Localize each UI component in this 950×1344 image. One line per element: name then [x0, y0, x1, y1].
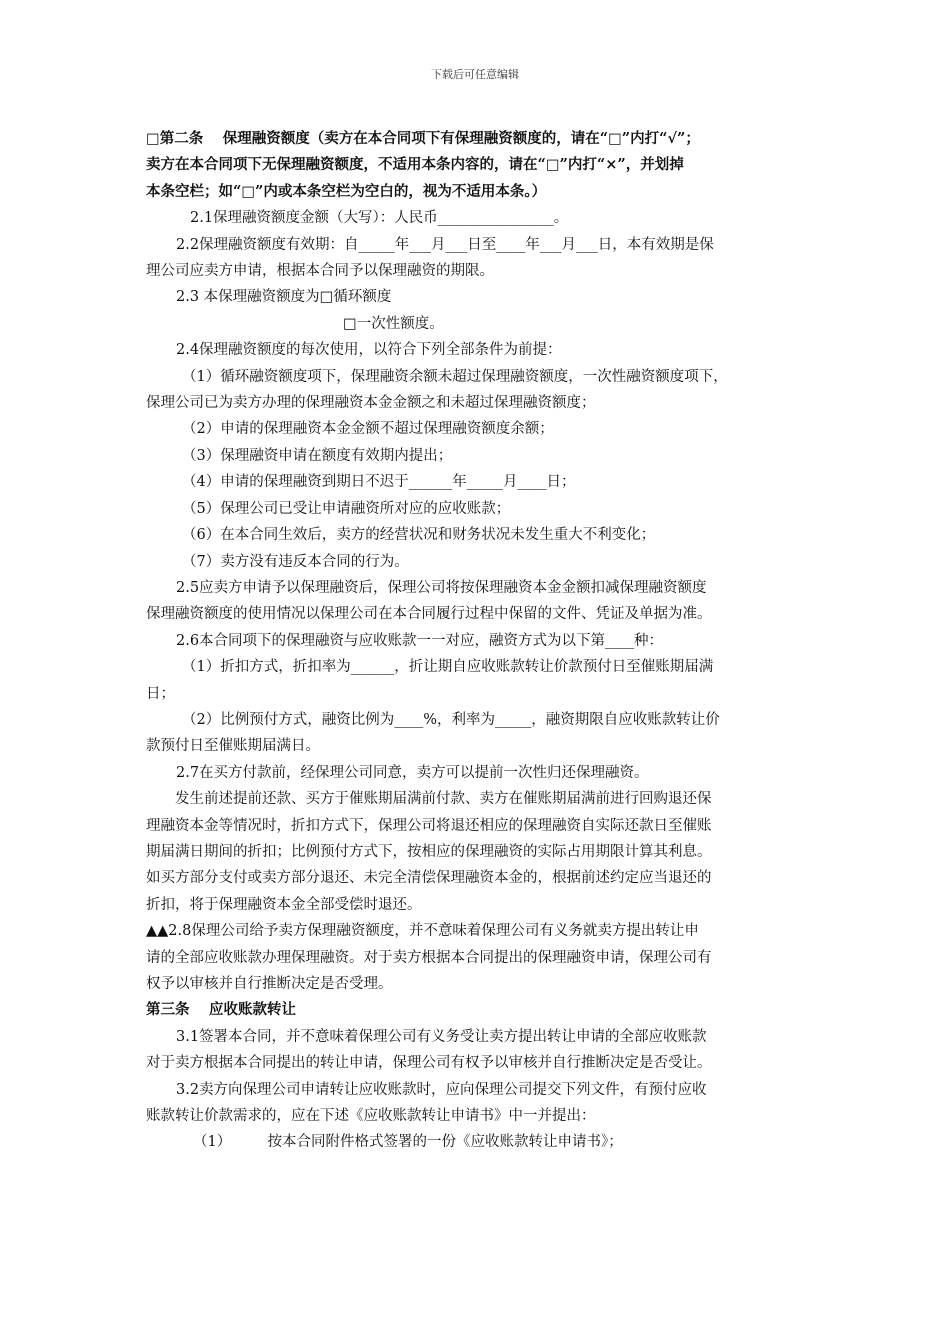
condition-6: （6）在本合同生效后，卖方的经营状况和财务状况未发生重大不利变化； — [182, 527, 656, 544]
clause-2-2-cont: 理公司应卖方申请，根据本合同予以保理融资的期限。 — [146, 263, 494, 280]
condition-5: （5）保理公司已受让申请融资所对应的应收账款； — [182, 500, 511, 517]
clause-3-1: 3.1签署本合同，并不意味着保理公司有义务受让卖方提出转让申请的全部应收账款 — [176, 1028, 707, 1045]
clause-2-4: 2.4保理融资额度的每次使用，以符合下列全部条件为前提： — [176, 342, 562, 359]
prepayment-line-3: 期届满日期间的折扣；比例预付方式下，按相应的保理融资的实际占用期限计算其利息。 — [146, 843, 712, 860]
clause-2-8: ▲▲2.8保理公司给予卖方保理融资额度，并不意味着保理公司有义务就卖方提出转让申 — [146, 923, 699, 940]
clause-3-2: 3.2卖方向保理公司申请转让应收账款时，应向保理公司提交下列文件，有预付应收 — [176, 1081, 707, 1098]
clause-2-3-option: □一次性额度。 — [343, 315, 444, 332]
method-1: （1）折扣方式，折扣率为______，折让期自应收账款转让价款预付日至催账期届满 — [182, 659, 714, 676]
condition-3: （3）保理融资申请在额度有效期内提出； — [182, 447, 453, 464]
article-2-heading: □第二条 保理融资额度（卖方在本合同项下有保理融资额度的，请在“□”内打“√”； — [146, 130, 700, 147]
document-item-1: （1） 按本合同附件格式签署的一份《应收账款转让申请书》； — [193, 1134, 623, 1151]
prepayment-paragraph: 发生前述提前还款、买方于催账期届满前付款、卖方在催账期届满前进行回购退还保 — [175, 791, 712, 808]
condition-2: （2）申请的保理融资本金金额不超过保理融资额度余额； — [182, 421, 554, 438]
clause-2-5-cont: 保理融资额度的使用情况以保理公司在本合同履行过程中保留的文件、凭证及单据为准。 — [146, 606, 712, 623]
method-2-cont: 款预付日至催账期届满日。 — [146, 738, 320, 755]
clause-2-8-line-3: 权予以审核并自行推断决定是否受理。 — [146, 976, 393, 992]
condition-1-cont: 保理公司已为卖方办理的保理融资本金金额之和未超过保理融资额度； — [146, 395, 596, 412]
document-body — [146, 126, 810, 1156]
clause-2-5: 2.5应卖方申请予以保理融资后，保理公司将按保理融资本金金额扣减保理融资额度 — [176, 579, 707, 596]
clause-3-2-cont: 账款转让价款需求的，应在下述《应收账款转让申请书》中一并提出： — [146, 1108, 596, 1125]
clause-3-1-cont: 对于卖方根据本合同提出的转让申请，保理公司有权予以审核并自行推断决定是否受让。 — [146, 1055, 712, 1072]
clause-2-8-line-2: 请的全部应收账款办理保理融资。对于卖方根据本合同提出的保理融资申请，保理公司有 — [146, 949, 712, 966]
prepayment-line-2: 理融资本金等情况时，折扣方式下，保理公司将退还相应的保理融资自实际还款日至催账 — [146, 817, 712, 834]
condition-7: （7）卖方没有违反本合同的行为。 — [182, 553, 409, 570]
clause-2-7: 2.7在买方付款前，经保理公司同意，卖方可以提前一次性归还保理融资。 — [176, 764, 649, 781]
article-2-heading-line-3: 本条空栏；如“□”内或本条空栏为空白的，视为不适用本条。） — [146, 182, 547, 200]
condition-1: （1）循环融资额度项下，保理融资余额未超过保理融资额度，一次性融资额度项下， — [182, 368, 728, 385]
clause-2-6: 2.6本合同项下的保理融资与应收账款一一对应，融资方式为以下第____种： — [176, 632, 664, 649]
prepayment-line-4: 如买方部分支付或卖方部分退还、未完全清偿保理融资本金的，根据前述约定应当退还的 — [146, 870, 712, 887]
clause-2-1: 2.1保理融资额度金额（大写）：人民币________________。 — [190, 210, 569, 227]
clause-2-2: 2.2保理融资额度有效期：自_____年___月___日至____年___月___日，本有效期是保 — [176, 236, 714, 253]
method-1-cont: 日； — [146, 685, 175, 702]
method-2: （2）比例预付方式，融资比例为____%，利率为_____，融资期限自应收账款转让价 — [182, 711, 720, 728]
prepayment-line-5: 折扣，将于保理融资本金全部受偿时退还。 — [146, 896, 422, 913]
clause-2-3: 2.3 本保理融资额度为□循环额度 — [176, 289, 392, 306]
condition-4: （4）申请的保理融资到期日不迟于______年_____月____日； — [182, 474, 576, 491]
page-header: 下载后可任意编辑 — [431, 68, 519, 81]
article-2-heading-line-2: 卖方在本合同项下无保理融资额度，不适用本条内容的，请在“□”内打“×”，并划掉 — [146, 156, 684, 174]
article-3-heading: 第三条 应收账款转让 — [146, 1001, 297, 1019]
